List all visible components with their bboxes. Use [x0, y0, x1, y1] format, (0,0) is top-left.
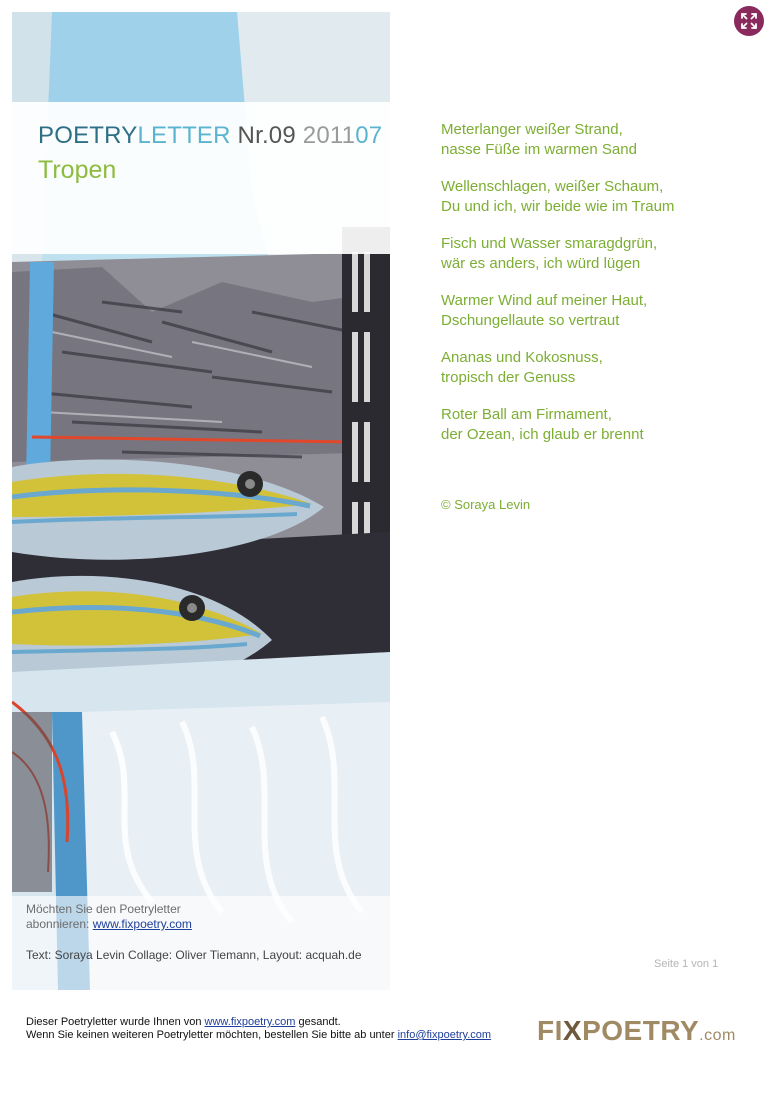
poem [441, 120, 761, 462]
sent-by-prefix: Dieser Poetryletter wurde Ihnen von [26, 1016, 202, 1028]
logo-fi: FI [537, 1015, 563, 1046]
subscribe-text [26, 902, 192, 932]
sent-by-line [26, 1016, 491, 1029]
title-issue-number: Nr.09 [230, 122, 303, 149]
newsletter-title [38, 122, 382, 150]
poem-stanza [441, 120, 761, 160]
cover-collage [12, 12, 390, 990]
subscribe-label: abonnieren: [26, 917, 90, 931]
subscribe-panel [12, 896, 390, 990]
subscribe-line-2 [26, 917, 192, 932]
poem-line: nasse Füße im warmen Sand [441, 141, 637, 158]
poem-line: wär es anders, ich würd lügen [441, 255, 641, 272]
expand-icon [740, 12, 758, 30]
poem-stanza [441, 348, 761, 388]
logo-com: .com [699, 1027, 736, 1044]
poem-line: Roter Ball am Firmament, [441, 406, 612, 423]
poem-line: Wellenschlagen, weißer Schaum, [441, 178, 664, 195]
logo-poetry: POETRY [582, 1015, 700, 1046]
unsubscribe-line [26, 1029, 491, 1042]
fixpoetry-logo [537, 1015, 736, 1047]
poem-stanza [441, 405, 761, 445]
poem-stanza [441, 234, 761, 274]
page-number: Seite 1 von 1 [654, 958, 719, 970]
credits-text: Text: Soraya Levin Collage: Oliver Tiemann, Layout: acquah.de [26, 948, 362, 962]
fixpoetry-website-link[interactable]: www.fixpoetry.com [204, 1016, 296, 1028]
poem-line: Warmer Wind auf meiner Haut, [441, 292, 648, 309]
poem-line: Du und ich, wir beide wie im Traum [441, 198, 675, 215]
title-date-year: 2011 [302, 122, 356, 149]
poem-copyright: © Soraya Levin [441, 497, 531, 512]
title-letter: LETTER [137, 122, 231, 149]
unsubscribe-email-link[interactable]: info@fixpoetry.com [397, 1029, 492, 1041]
expand-button[interactable] [734, 6, 764, 36]
poem-line: Meterlanger weißer Strand, [441, 121, 623, 138]
poem-line: Fisch und Wasser smaragdgrün, [441, 235, 658, 252]
poem-line: der Ozean, ich glaub er brennt [441, 426, 644, 443]
unsubscribe-note [26, 1016, 491, 1042]
subscribe-link[interactable]: www.fixpoetry.com [92, 917, 192, 931]
poem-line: tropisch der Genuss [441, 369, 576, 386]
logo-x: X [562, 1015, 583, 1046]
sent-by-suffix: gesandt. [298, 1016, 341, 1028]
newsletter-subtitle: Tropen [38, 156, 117, 184]
title-date-month: 07 [355, 122, 383, 149]
title-poetry: POETRY [38, 122, 138, 149]
unsubscribe-prefix: Wenn Sie keinen weiteren Poetryletter möchten, bestellen Sie bitte ab unter [26, 1029, 395, 1041]
poem-stanza [441, 291, 761, 331]
poem-stanza [441, 177, 761, 217]
header-panel [12, 102, 390, 254]
poem-line: Dschungellaute so vertraut [441, 312, 620, 329]
subscribe-line-1: Möchten Sie den Poetryletter [26, 902, 181, 916]
poem-line: Ananas und Kokosnuss, [441, 349, 603, 366]
